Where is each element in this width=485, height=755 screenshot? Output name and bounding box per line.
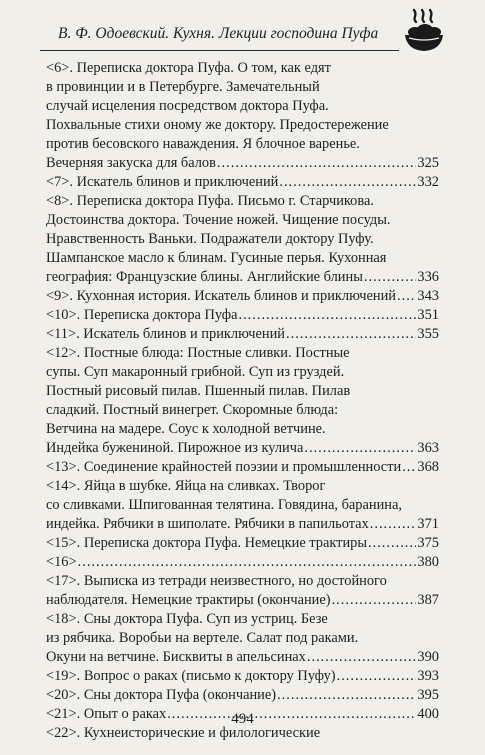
toc-entry	[46, 534, 439, 553]
toc-text: <13>. Соединение крайностей поэзии и промышленности	[46, 459, 402, 475]
toc-line	[46, 192, 439, 211]
toc-text: случай исцеления посредством доктора Пуфа.	[46, 98, 329, 114]
toc-text: Вечерняя закуска для балов	[46, 155, 216, 171]
leader-dots	[402, 458, 416, 477]
toc-line	[46, 401, 439, 420]
toc-page: 332	[417, 174, 439, 190]
header-rule	[40, 50, 399, 51]
toc-text: <14>. Яйца в шубке. Яйца на сливках. Творог	[46, 478, 326, 494]
leader-dots	[286, 325, 416, 344]
toc-entry	[46, 439, 439, 458]
toc-entry	[46, 306, 439, 325]
toc-entry	[46, 515, 439, 534]
toc-text: <7>. Искатель блинов и приключений	[46, 174, 279, 190]
toc-text: против бесовского наваждения. Я блочное варенье.	[46, 136, 360, 152]
toc-page: 393	[417, 668, 439, 684]
leader-dots	[304, 439, 416, 458]
toc-page: 351	[417, 307, 439, 323]
toc-text: Шампанское масло к блинам. Гусиные перья. Кухонная	[46, 250, 387, 266]
toc-text: Нравственность Ваньки. Подражатели доктору Пуфу.	[46, 231, 374, 247]
toc-page: 375	[417, 535, 439, 551]
toc-text: в провинции и в Петербурге. Замечательный	[46, 79, 320, 95]
toc-entry	[46, 173, 439, 192]
toc-line	[46, 363, 439, 382]
toc-line	[46, 116, 439, 135]
pot-with-steam-icon	[403, 8, 445, 56]
toc-entry	[46, 667, 439, 686]
toc-page: 380	[417, 554, 439, 570]
toc-line	[46, 477, 439, 496]
leader-dots	[277, 686, 416, 705]
toc-line	[46, 97, 439, 116]
toc-text: <17>. Выписка из тетради неизвестного, но достойного	[46, 573, 387, 589]
toc-entry	[46, 591, 439, 610]
toc-page: 387	[417, 592, 439, 608]
toc-line	[46, 496, 439, 515]
toc-line	[46, 249, 439, 268]
toc-page: 390	[417, 649, 439, 665]
toc-text: <8>. Переписка доктора Пуфа. Письмо г. Старчикова.	[46, 193, 374, 209]
toc-text: со сливками. Шпигованная телятина. Говядина, баранина,	[46, 497, 402, 513]
toc-text: Ветчина на мадере. Соус к холодной ветчине.	[46, 421, 326, 437]
toc-entry	[46, 154, 439, 173]
toc-entry	[46, 648, 439, 667]
toc-text: Похвальные стихи оному же доктору. Предостережение	[46, 117, 389, 133]
toc-line	[46, 59, 439, 78]
toc-text: <21>. Опыт о раках	[46, 706, 167, 722]
toc-entry	[46, 686, 439, 705]
toc-line	[46, 344, 439, 363]
toc-text: Окуни на ветчине. Бисквиты в апельсинах	[46, 649, 306, 665]
toc-page: 371	[417, 516, 439, 532]
toc-text: <19>. Вопрос о раках (письмо к доктору Пуфу)	[46, 668, 336, 684]
toc-line	[46, 135, 439, 154]
toc-text: <9>. Кухонная история. Искатель блинов и приключений	[46, 288, 396, 304]
toc-text: <11>. Искатель блинов и приключений	[46, 326, 286, 342]
toc-page: 368	[417, 459, 439, 475]
toc-text: <10>. Переписка доктора Пуфа	[46, 307, 238, 323]
toc-line	[46, 610, 439, 629]
leader-dots	[368, 534, 416, 553]
toc-text: супы. Суп макаронный грибной. Суп из груздей.	[46, 364, 345, 380]
leader-dots	[364, 268, 417, 287]
toc-text: сладкий. Постный винегрет. Скоромные блюда:	[46, 402, 339, 418]
leader-dots	[279, 173, 416, 192]
toc-page: 363	[417, 440, 439, 456]
toc-page: 395	[417, 687, 439, 703]
toc-line	[46, 211, 439, 230]
toc-text: наблюдателя. Немецкие трактиры (окончание)	[46, 592, 331, 608]
toc-page: 343	[417, 288, 439, 304]
toc-entry	[46, 553, 439, 572]
toc-line	[46, 382, 439, 401]
toc-text: Достоинства доктора. Точение ножей. Чищение посуды.	[46, 212, 391, 228]
running-title: В. Ф. Одоевский. Кухня. Лекции господина Пуфа	[58, 25, 379, 42]
leader-dots	[78, 553, 417, 572]
running-header	[0, 0, 485, 56]
toc-text: <22>. Кухнеисторические и филологические	[46, 725, 321, 741]
toc-text: из рябчика. Воробьи на вертеле. Салат под раками.	[46, 630, 359, 646]
toc-text: Постный рисовый пилав. Пшенный пилав. Пилав	[46, 383, 351, 399]
leader-dots	[370, 515, 417, 534]
toc-text: <18>. Сны доктора Пуфа. Суп из устриц. Безе	[46, 611, 328, 627]
toc-entry	[46, 268, 439, 287]
leader-dots	[397, 287, 416, 306]
toc-text: <6>. Переписка доктора Пуфа. О том, как едят	[46, 60, 331, 76]
toc-text: Индейка бужениной. Пирожное из кулича	[46, 440, 304, 456]
toc-line	[46, 629, 439, 648]
toc-page: 355	[417, 326, 439, 342]
toc-line	[46, 230, 439, 249]
toc-text: <12>. Постные блюда: Постные сливки. Постные	[46, 345, 350, 361]
toc-text: индейка. Рябчики в шиполате. Рябчики в папильотах	[46, 516, 369, 532]
toc-entry	[46, 458, 439, 477]
leader-dots	[238, 306, 416, 325]
toc-entry	[46, 287, 439, 306]
toc-page: 336	[417, 269, 439, 285]
toc-text: <20>. Сны доктора Пуфа (окончание)	[46, 687, 277, 703]
leader-dots	[217, 154, 416, 173]
toc-line	[46, 78, 439, 97]
leader-dots	[337, 667, 417, 686]
toc-text: география: Французские блины. Английские блины	[46, 269, 363, 285]
table-of-contents	[46, 59, 439, 743]
toc-text: <16>	[46, 554, 77, 570]
toc-page: 400	[417, 706, 439, 722]
page-number: 494	[231, 711, 254, 727]
toc-entry	[46, 325, 439, 344]
leader-dots	[307, 648, 417, 667]
leader-dots	[332, 591, 417, 610]
toc-page: 325	[417, 155, 439, 171]
toc-line	[46, 572, 439, 591]
toc-line	[46, 420, 439, 439]
toc-text: <15>. Переписка доктора Пуфа. Немецкие трактиры	[46, 535, 368, 551]
